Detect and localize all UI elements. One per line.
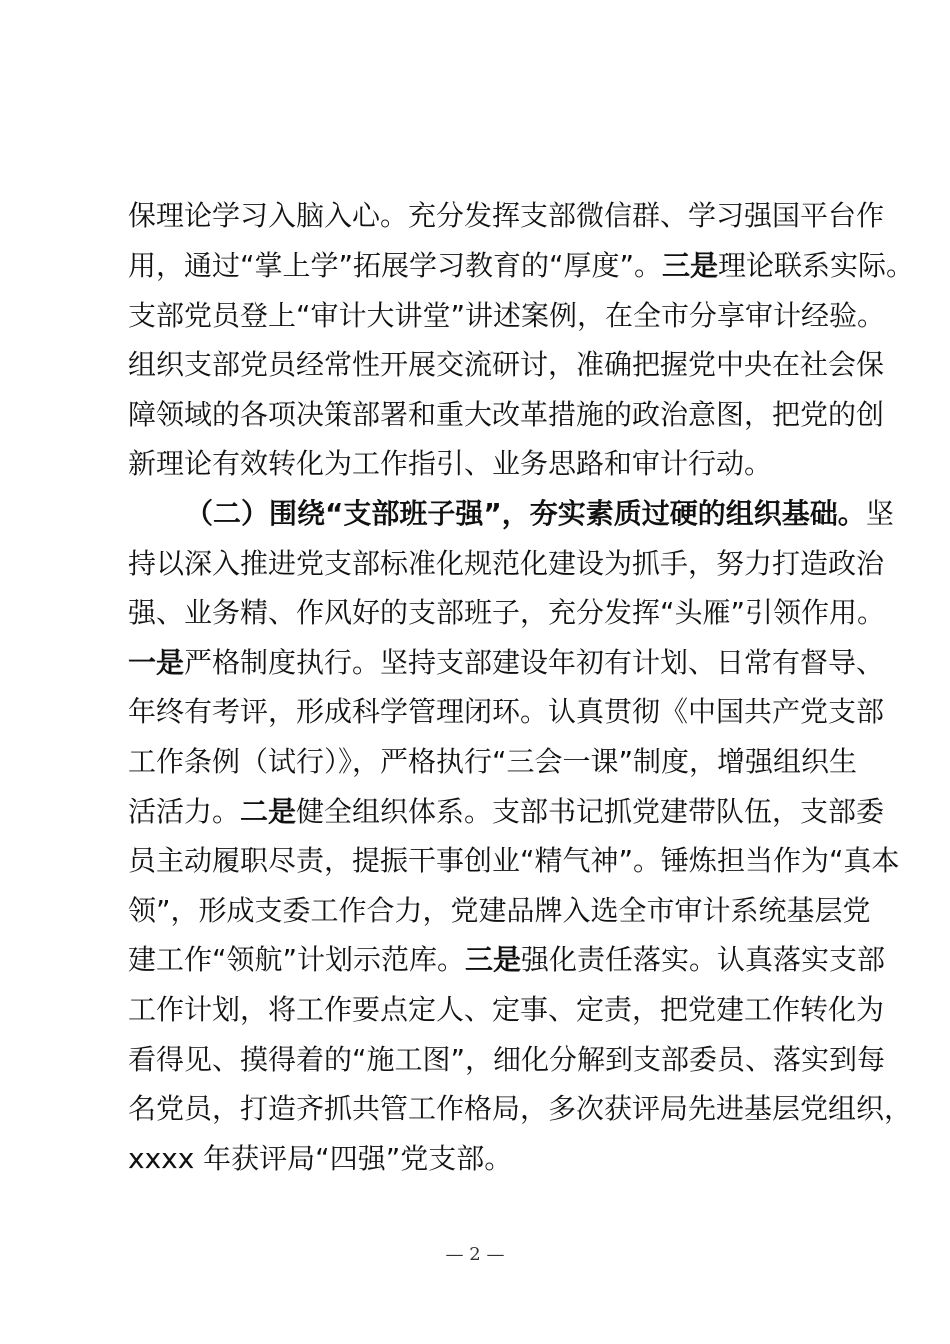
text-segment: 名党员，打造齐抓共管工作格局，多次获评局先进基层党组织， — [128, 1092, 913, 1125]
text-line — [185, 496, 894, 532]
text-segment: 健全组织体系。支部书记抓党建带队伍，支部委 — [296, 795, 885, 828]
text-line — [128, 794, 885, 830]
bold-text-segment: 三是 — [662, 249, 719, 282]
text-segment: 组织支部党员经常性开展交流研讨，准确把握党中央在社会保 — [128, 348, 885, 381]
text-segment: 活活力。 — [128, 795, 241, 828]
text-segment: 严格制度执行。坚持支部建设年初有计划、日常有督导、 — [184, 646, 885, 679]
text-line — [128, 744, 858, 780]
text-line — [128, 248, 915, 284]
text-line — [128, 992, 885, 1028]
text-line — [128, 1091, 913, 1127]
text-segment: 建工作“领航”计划示范库。 — [128, 943, 466, 976]
text-line — [128, 645, 885, 681]
text-line — [128, 298, 886, 334]
text-line — [128, 1141, 828, 1177]
bold-text-segment: 三是 — [465, 943, 522, 976]
text-segment: 看得见、摸得着的“施工图”，细化分解到支部委员、落实到每 — [128, 1043, 886, 1076]
text-segment: 年终有考评，形成科学管理闭环。认真贯彻《中国共产党支部 — [128, 695, 885, 728]
text-line — [128, 446, 828, 482]
text-line — [128, 694, 885, 730]
text-segment: 强、业务精、作风好的支部班子，充分发挥“头雁”引领作用。 — [128, 596, 886, 629]
text-line — [128, 1042, 886, 1078]
text-line — [128, 893, 871, 929]
bold-text-segment: （二）围绕“支部班子强”，夯实素质过硬的组织基础。 — [185, 497, 866, 530]
text-line — [128, 347, 885, 383]
text-segment: 工作条例（试行）》，严格执行“三会一课”制度，增强组织生 — [128, 745, 858, 778]
text-segment: 用，通过“掌上学”拓展学习教育的“厚度”。 — [128, 249, 663, 282]
text-segment: 保理论学习入脑入心。充分发挥支部微信群、学习强国平台作 — [128, 199, 885, 232]
bold-text-segment: 二是 — [240, 795, 297, 828]
text-segment: 新理论有效转化为工作指引、业务思路和审计行动。 — [128, 447, 773, 480]
text-line — [128, 397, 885, 433]
text-segment: 强化责任落实。认真落实支部 — [521, 943, 886, 976]
text-line — [128, 595, 886, 631]
text-segment: 领”，形成支委工作合力，党建品牌入选全市审计系统基层党 — [128, 894, 871, 927]
text-segment: 支部党员登上“审计大讲堂”讲述案例，在全市分享审计经验。 — [128, 299, 886, 332]
text-line — [128, 942, 886, 978]
text-segment: 员主动履职尽责，提振干事创业“精气神”。锤炼担当作为“真本 — [128, 844, 900, 877]
text-segment: 障领域的各项决策部署和重大改革措施的政治意图，把党的创 — [128, 398, 885, 431]
text-line — [128, 843, 900, 879]
text-segment: 理论联系实际。 — [718, 249, 915, 282]
bold-text-segment: 一是 — [128, 646, 185, 679]
page-number: — 2 — — [445, 1244, 505, 1265]
text-line — [128, 198, 885, 234]
text-segment: xxxx 年获评局“四强”党支部。 — [128, 1142, 513, 1175]
text-segment: 持以深入推进党支部标准化规范化建设为抓手，努力打造政治 — [128, 547, 885, 580]
text-segment: 工作计划，将工作要点定人、定事、定责，把党建工作转化为 — [128, 993, 885, 1026]
text-segment: 坚 — [865, 497, 894, 530]
text-line — [128, 546, 885, 582]
